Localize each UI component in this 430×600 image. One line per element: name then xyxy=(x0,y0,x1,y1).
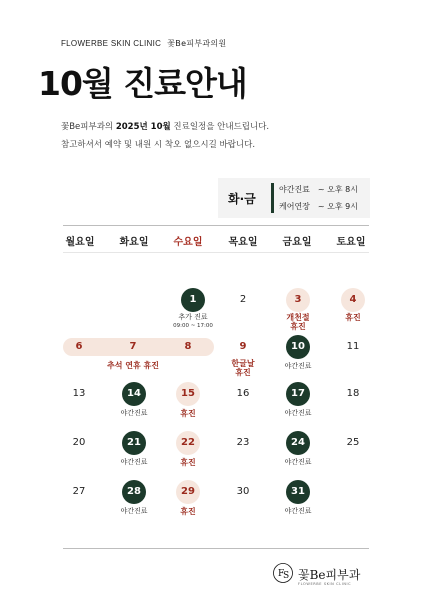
day-20: 20 xyxy=(72,437,86,448)
night-hours-box xyxy=(218,178,370,218)
day-15-note: 휴진 xyxy=(180,409,196,418)
day-8: 8 xyxy=(184,341,192,352)
day-7: 7 xyxy=(129,341,137,352)
day-29: 29 xyxy=(176,480,200,504)
day-9: 9 xyxy=(239,341,247,352)
top-divider xyxy=(63,225,369,226)
day-18: 18 xyxy=(346,388,360,399)
weekday-sat: 토요일 xyxy=(336,237,366,248)
weekday-wed: 수요일 xyxy=(173,237,203,248)
day-30: 30 xyxy=(236,486,250,497)
svg-text:S: S xyxy=(283,571,290,581)
day-23: 23 xyxy=(236,437,250,448)
chuseok-note: 추석 연휴 휴진 xyxy=(107,361,159,370)
day-27: 27 xyxy=(72,486,86,497)
day-9-note-2: 휴진 xyxy=(235,368,251,377)
day-10-note: 야간진료 xyxy=(284,362,312,370)
hours-days: 화·금 xyxy=(228,192,256,206)
day-1-time: 09:00 ~ 17:00 xyxy=(173,323,213,329)
day-3: 3 xyxy=(286,288,310,312)
day-21-note: 야간진료 xyxy=(120,458,148,466)
day-1-note: 추가 진료 xyxy=(178,313,208,321)
day-11: 11 xyxy=(346,341,360,352)
weekday-mon: 월요일 xyxy=(65,237,95,248)
weekday-tue: 화요일 xyxy=(119,237,149,248)
day-24: 24 xyxy=(286,431,310,455)
day-31-note: 야간진료 xyxy=(284,507,312,515)
day-14: 14 xyxy=(122,382,146,406)
day-2: 2 xyxy=(239,294,247,305)
day-4-note: 휴진 xyxy=(345,313,361,322)
weekday-divider xyxy=(63,252,369,253)
day-17-note: 야간진료 xyxy=(284,409,312,417)
day-29-note: 휴진 xyxy=(180,507,196,516)
day-15: 15 xyxy=(176,382,200,406)
day-3-note-1: 개천절 xyxy=(286,313,310,322)
day-14-note: 야간진료 xyxy=(120,409,148,417)
weekday-thu: 목요일 xyxy=(228,237,258,248)
day-28-note: 야간진료 xyxy=(120,507,148,515)
night-label: 야간진료 xyxy=(279,185,310,194)
page-title: 10월 진료안내 xyxy=(38,64,247,103)
intro-line-1-pre: 꽃Be피부과의 xyxy=(61,122,116,132)
intro-line-1 xyxy=(61,120,269,132)
clinic-logo-icon xyxy=(273,562,293,584)
day-13: 13 xyxy=(72,388,86,399)
svg-text:F: F xyxy=(278,569,285,579)
day-31: 31 xyxy=(286,480,310,504)
day-3-note-2: 휴진 xyxy=(290,322,306,331)
day-28: 28 xyxy=(122,480,146,504)
day-1: 1 xyxy=(181,288,205,312)
care-hours-line xyxy=(279,201,358,212)
footer-logo-text: 꽃Be피부과 xyxy=(298,568,361,582)
day-25: 25 xyxy=(346,437,360,448)
intro-line-1-month: 2025년 10월 xyxy=(115,122,171,132)
intro-line-1-post: 진료일정을 안내드립니다. xyxy=(170,122,270,132)
intro-line-2: 참고하셔서 예약 및 내원 시 착오 없으시길 바랍니다. xyxy=(61,140,256,150)
day-21: 21 xyxy=(122,431,146,455)
day-24-note: 야간진료 xyxy=(284,458,312,466)
day-10: 10 xyxy=(286,335,310,359)
hours-divider xyxy=(271,183,274,213)
day-22-note: 휴진 xyxy=(180,458,196,467)
clinic-name-en: FLOWERBE SKIN CLINIC xyxy=(61,39,162,48)
footer-logo-sub: FLOWERBE SKIN CLINIC xyxy=(298,582,352,586)
bottom-divider xyxy=(63,548,369,549)
day-4: 4 xyxy=(341,288,365,312)
care-time: ~ 오후 9시 xyxy=(317,202,358,211)
day-9-note-1: 한글날 xyxy=(231,359,255,368)
care-label: 케어연장 xyxy=(279,202,310,211)
night-time: ~ 오후 8시 xyxy=(317,185,358,194)
day-17: 17 xyxy=(286,382,310,406)
weekday-fri: 금요일 xyxy=(282,237,312,248)
day-22: 22 xyxy=(176,431,200,455)
night-hours-line xyxy=(279,184,358,195)
clinic-name xyxy=(61,38,226,49)
clinic-name-ko: 꽃Be피부과의원 xyxy=(167,39,227,48)
day-16: 16 xyxy=(236,388,250,399)
day-6: 6 xyxy=(75,341,83,352)
